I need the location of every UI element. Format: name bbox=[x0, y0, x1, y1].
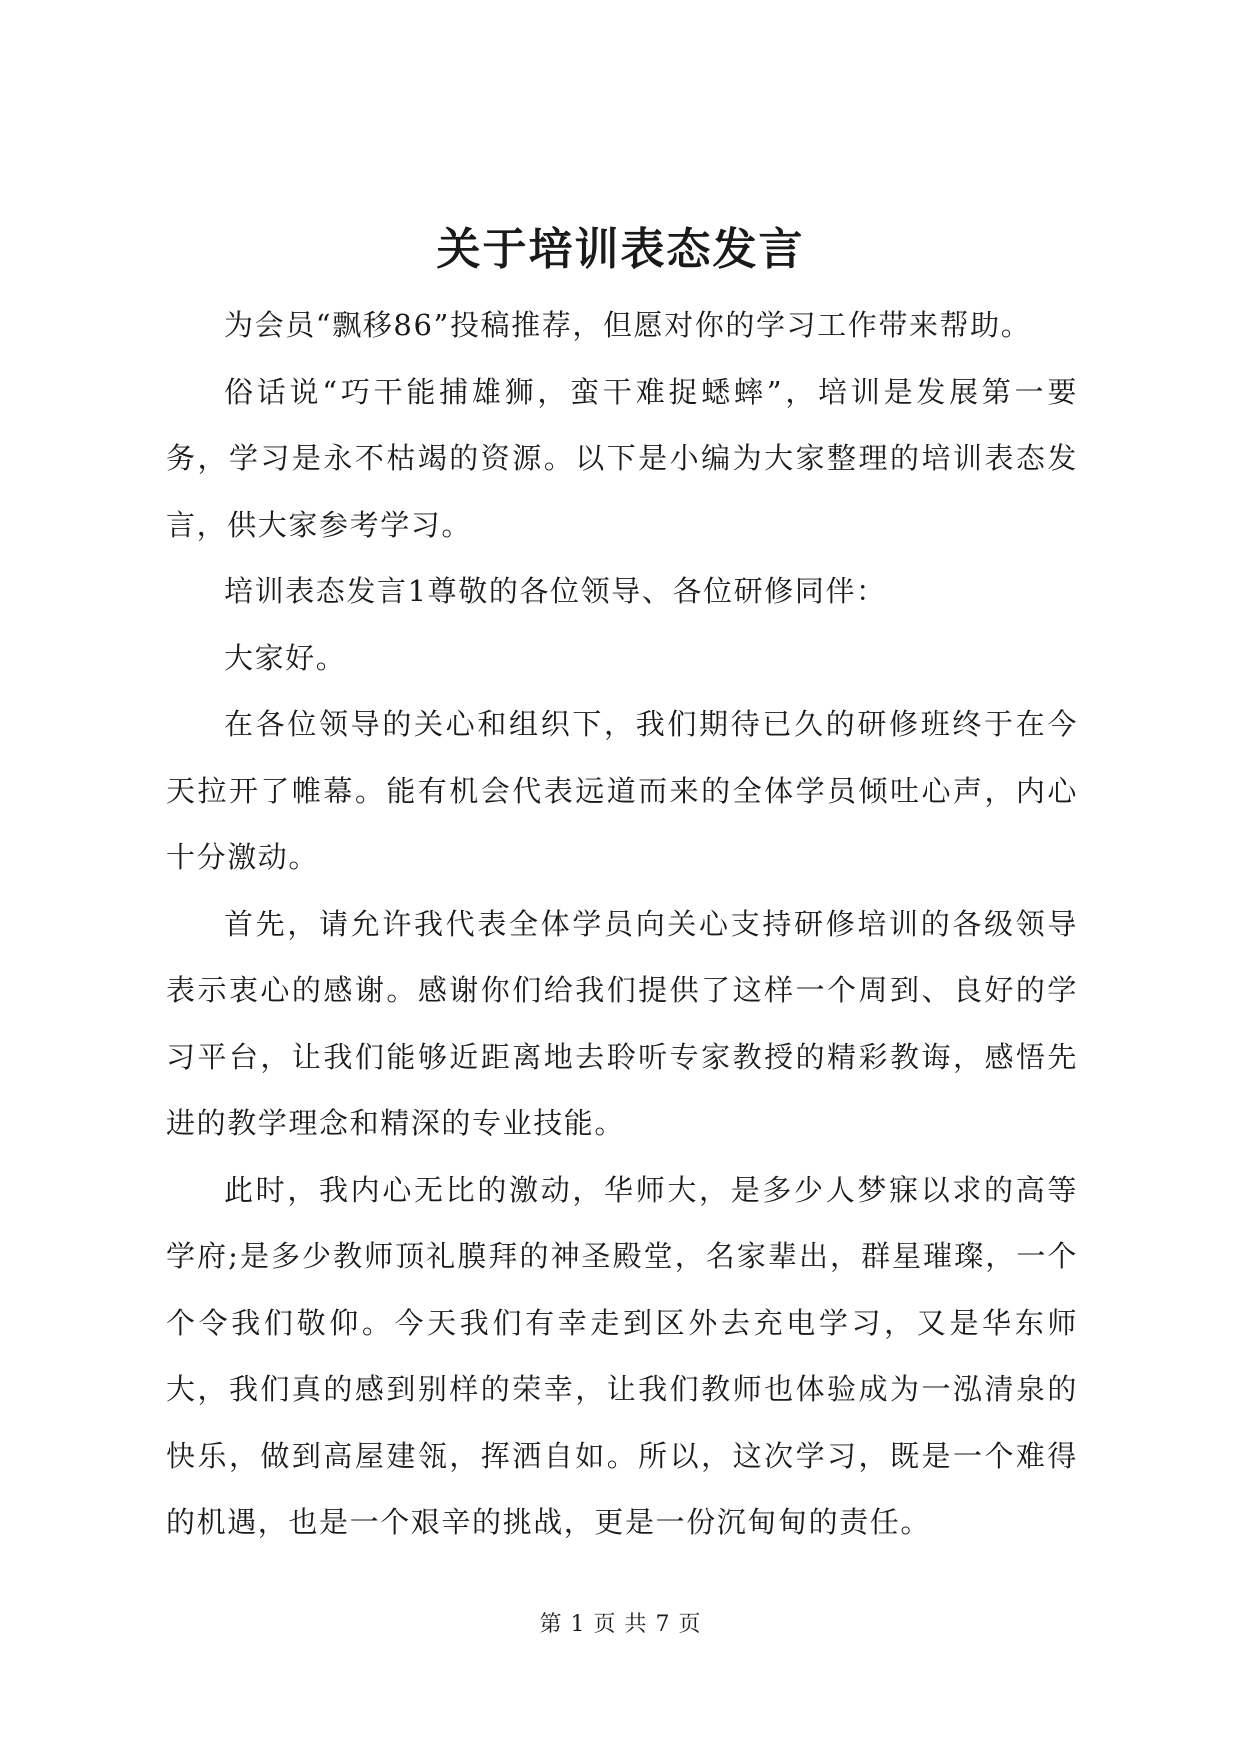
paragraph-speech-heading: 培训表态发言1尊敬的各位领导、各位研修同伴： bbox=[224, 574, 887, 608]
paragraph-proverb: 俗话说“巧干能捕雄狮，蛮干难捉蟋蟀”，培训是发展第一要务，学习是永不枯竭的资源。以下是小编为大家整理的培训表态发言，供大家参考学习。 bbox=[166, 374, 1078, 542]
paragraph-reflection: 此时，我内心无比的激动，华师大，是多少人梦寐以求的高等学府;是多少教师顶礼膜拜的神圣殿堂，名家辈出，群星璀璨，一个个令我们敬仰。今天我们有幸走到区外去充电学习，又是华东师大，我们真的感到别样的荣幸，让我们教师也体验成为一泓清泉的快乐，做到高屋建瓴，挥洒自如。所以，这次学习，既是一个难得的机遇，也是一个艰辛的挑战，更是一份沉甸甸的责任。 bbox=[166, 1172, 1078, 1539]
paragraph-intro: 为会员“飘移86”投稿推荐，但愿对你的学习工作带来帮助。 bbox=[224, 308, 1032, 342]
paragraph-greeting: 大家好。 bbox=[224, 640, 347, 675]
document-title: 关于培训表态发言 bbox=[436, 224, 805, 275]
page-number-footer: 第 1 页 共 7 页 bbox=[539, 1612, 702, 1637]
document-body bbox=[166, 292, 1078, 1556]
paragraph-opening: 在各位领导的关心和组织下，我们期待已久的研修班终于在今天拉开了帷幕。能有机会代表远道而来的全体学员倾吐心声，内心十分激动。 bbox=[166, 707, 1078, 874]
paragraph-thanks: 首先，请允许我代表全体学员向关心支持研修培训的各级领导表示衷心的感谢。感谢你们给我们提供了这样一个周到、良好的学习平台，让我们能够近距离地去聆听专家教授的精彩教诲，感悟先进的教学理念和精深的专业技能。 bbox=[166, 906, 1078, 1140]
